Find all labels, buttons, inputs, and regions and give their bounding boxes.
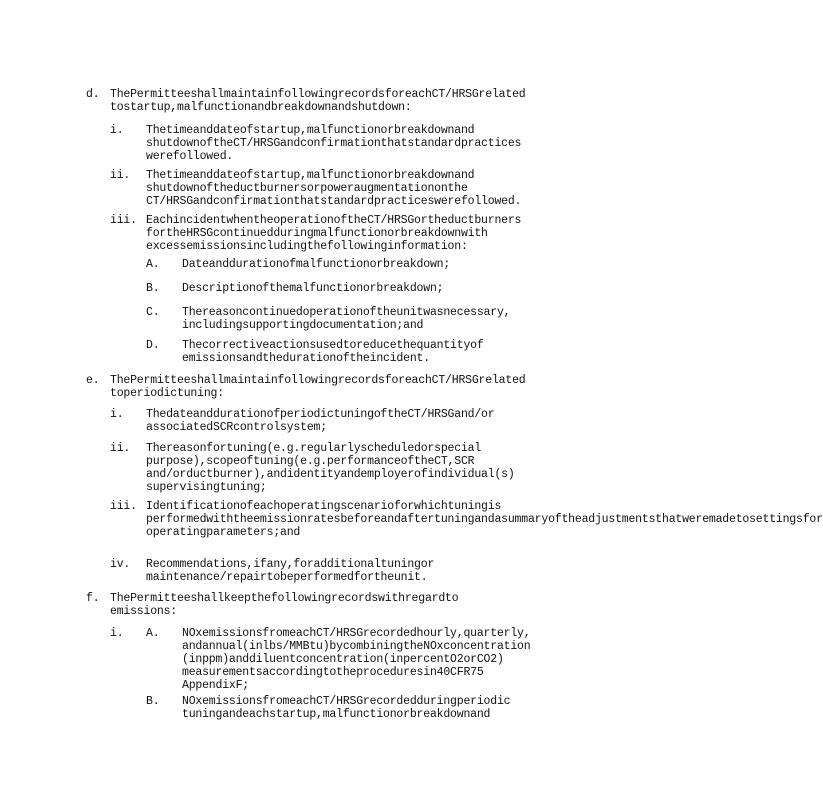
sub-item-text: Dateanddurationofmalfunctionorbreakdown; (182, 258, 451, 271)
item-text: Identificationofeachoperatingscenarioforwhichtuningis performedwiththeemissionratesbeforeandaftertuningandasummaryoftheadjustmentsthatweremadetosettingsfor operatingparameters;and (146, 500, 823, 539)
list-item (110, 169, 556, 208)
item-label: iv. (110, 558, 131, 571)
sub-item-label: A. (146, 627, 160, 640)
sub-item-label: B. (146, 282, 160, 295)
sub-item (146, 627, 556, 692)
sub-item-label: B. (146, 695, 160, 708)
list-item (110, 124, 556, 163)
list-item (110, 408, 556, 434)
item-text: Thetimeanddateofstartup,malfunctionorbreakdownand shutdownoftheCT/HRSGandconfirmationthatstandardpractices werefollowed. (146, 124, 522, 163)
item-text: Recommendations,ifany,foradditionaltuningor maintenance/repairtobeperformedfortheunit. (146, 558, 435, 584)
section-d (86, 88, 556, 114)
list-item (110, 214, 556, 253)
section-label: f. (86, 592, 100, 605)
sub-item-text: Thecorrectiveactionsusedtoreducethequantityof emissionsandthedurationoftheincident. (182, 339, 484, 365)
item-text: ThedateanddurationofperiodictuningoftheCT/HRSGand/or associatedSCRcontrolsystem; (146, 408, 495, 434)
sub-item (146, 306, 556, 332)
list-item (110, 558, 556, 584)
list-item (110, 500, 823, 539)
section-text: ThePermitteeshallmaintainfollowingrecordsforeachCT/HRSGrelated tostartup,malfunctionandbreakdownandshutdown: (110, 88, 526, 114)
sub-item-label: D. (146, 339, 160, 352)
sub-item (146, 695, 556, 721)
section-text: ThePermitteeshallmaintainfollowingrecordsforeachCT/HRSGrelated toperiodictuning: (110, 374, 526, 400)
item-label: i. (110, 124, 124, 137)
section-text: ThePermitteeshallkeepthefollowingrecordswithregardto emissions: (110, 592, 459, 618)
section-label: e. (86, 374, 100, 387)
sub-item-text: NOxemissionsfromeachCT/HRSGrecordedduringperiodic tuningandeachstartup,malfunctionorbreakdownand (182, 695, 511, 721)
sub-item (146, 258, 556, 271)
section-label: d. (86, 88, 100, 101)
item-text: Thetimeanddateofstartup,malfunctionorbreakdownand shutdownoftheductburnersorpoweraugmentationonthe CT/HRSGandconfirmationthatstandardpracticeswerefollowed. (146, 169, 522, 208)
item-label: iii. (110, 214, 137, 227)
sub-item-text: Thereasoncontinuedoperationoftheunitwasnecessary, includingsupportingdocumentation;and (182, 306, 511, 332)
sub-item (146, 282, 556, 295)
sub-item-text: Descriptionofthemalfunctionorbreakdown; (182, 282, 444, 295)
section-e (86, 374, 556, 400)
item-label: iii. (110, 500, 137, 513)
item-label: ii. (110, 169, 131, 182)
section-f (86, 592, 556, 618)
sub-item-text: NOxemissionsfromeachCT/HRSGrecordedhourly,quarterly, andannual(inlbs/MMBtu)bycombiningtheNOxconcentration (inppm)anddiluentconcentration(inpercentO2orCO2) measurementsaccordingtotheproceduresin40CFR75 AppendixF; (182, 627, 531, 692)
sub-item (146, 339, 556, 365)
list-item (110, 442, 556, 494)
sub-item-label: C. (146, 306, 160, 319)
item-label: ii. (110, 442, 131, 455)
item-text: EachincidentwhentheoperationoftheCT/HRSGortheductburners fortheHRSGcontinuedduringmalfunctionorbreakdownwith excessemissionsincludingthefollowinginformation: (146, 214, 522, 253)
item-text: Thereasonfortuning(e.g.regularlyscheduledorspecial purpose),scopeoftuning(e.g.performanceoftheCT,SCR and/orductburner),andidentityandemployerofindividual(s) supervisingtuning; (146, 442, 515, 494)
item-label: i. (110, 627, 124, 640)
item-label: i. (110, 408, 124, 421)
sub-item-label: A. (146, 258, 160, 271)
